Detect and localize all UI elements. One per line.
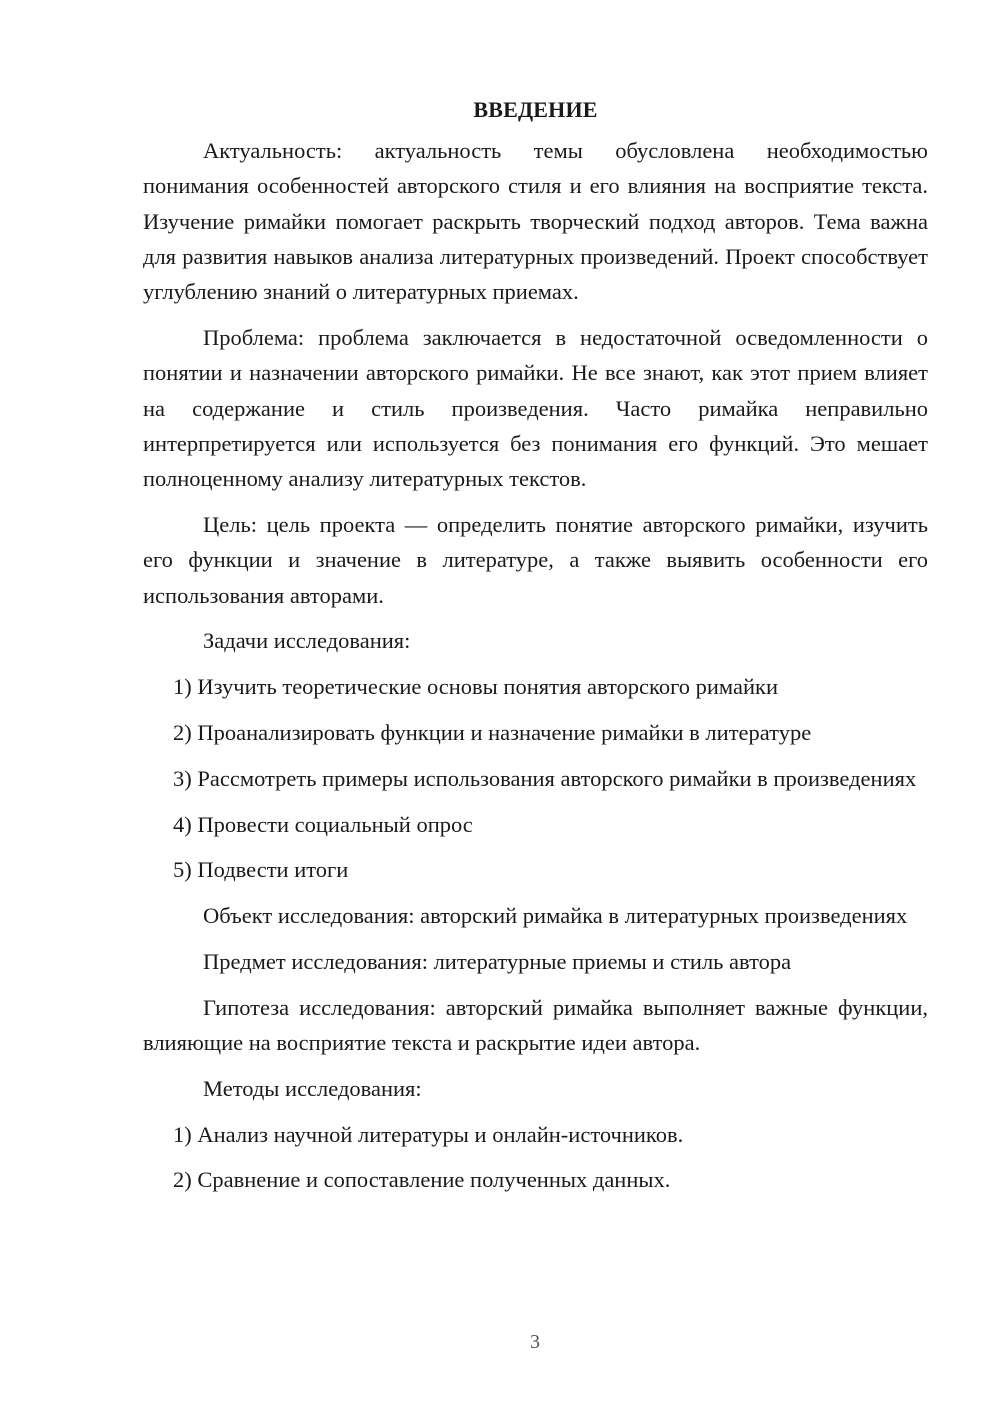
methods-label: Методы исследования: (203, 1075, 422, 1101)
page-title: ВВЕДЕНИЕ (473, 97, 598, 122)
paragraph-problem: Проблема: проблема заключается в недостаточной осведомленности о понятии и назначении авторского римайки. Не все знают, как этот прием влияет на содержание и стиль произведения. Часто римайка неправильно интерпретируется или используется без понимания его функций. Это мешает полноценному анализу литературных текстов. (143, 324, 928, 492)
list-item-task-4: 4) Провести социальный опрос (173, 811, 473, 837)
list-item-task-2: 2) Проанализировать функции и назначение римайки в литературе (173, 719, 812, 745)
list-item-task-3: 3) Рассмотреть примеры использования авторского римайки в произведениях (173, 765, 917, 791)
list-item-task-1: 1) Изучить теоретические основы понятия авторского римайки (173, 674, 778, 700)
list-item-method-2: 2) Сравнение и сопоставление полученных данных. (173, 1167, 671, 1193)
paragraph-object: Объект исследования: авторский римайка в литературных произведениях (203, 903, 908, 929)
paragraph-hypothesis: Гипотеза исследования: авторский римайка выполняет важные функции, влияющие на восприятие текста и раскрытие идеи автора. (143, 994, 928, 1056)
list-item-task-5: 5) Подвести итоги (173, 857, 349, 883)
tasks-label: Задачи исследования: (203, 628, 411, 654)
paragraph-relevance: Актуальность: актуальность темы обусловлена необходимостью понимания особенностей авторского стиля и его влияния на восприятие текста. Изучение римайки помогает раскрыть творческий подход авторов. Тема важна для развития навыков анализа литературных произведений. Проект способствует углублению знаний о литературных приемах. (143, 138, 928, 305)
paragraph-goal: Цель: цель проекта — определить понятие авторского римайки, изучить его функции и значение в литературе, а также выявить особенности его использования авторами. (143, 511, 928, 608)
page-number: 3 (530, 1331, 540, 1353)
list-item-method-1: 1) Анализ научной литературы и онлайн-источников. (173, 1121, 684, 1147)
document-page (143, 92, 928, 1208)
paragraph-subject: Предмет исследования: литературные приемы и стиль автора (203, 948, 792, 974)
